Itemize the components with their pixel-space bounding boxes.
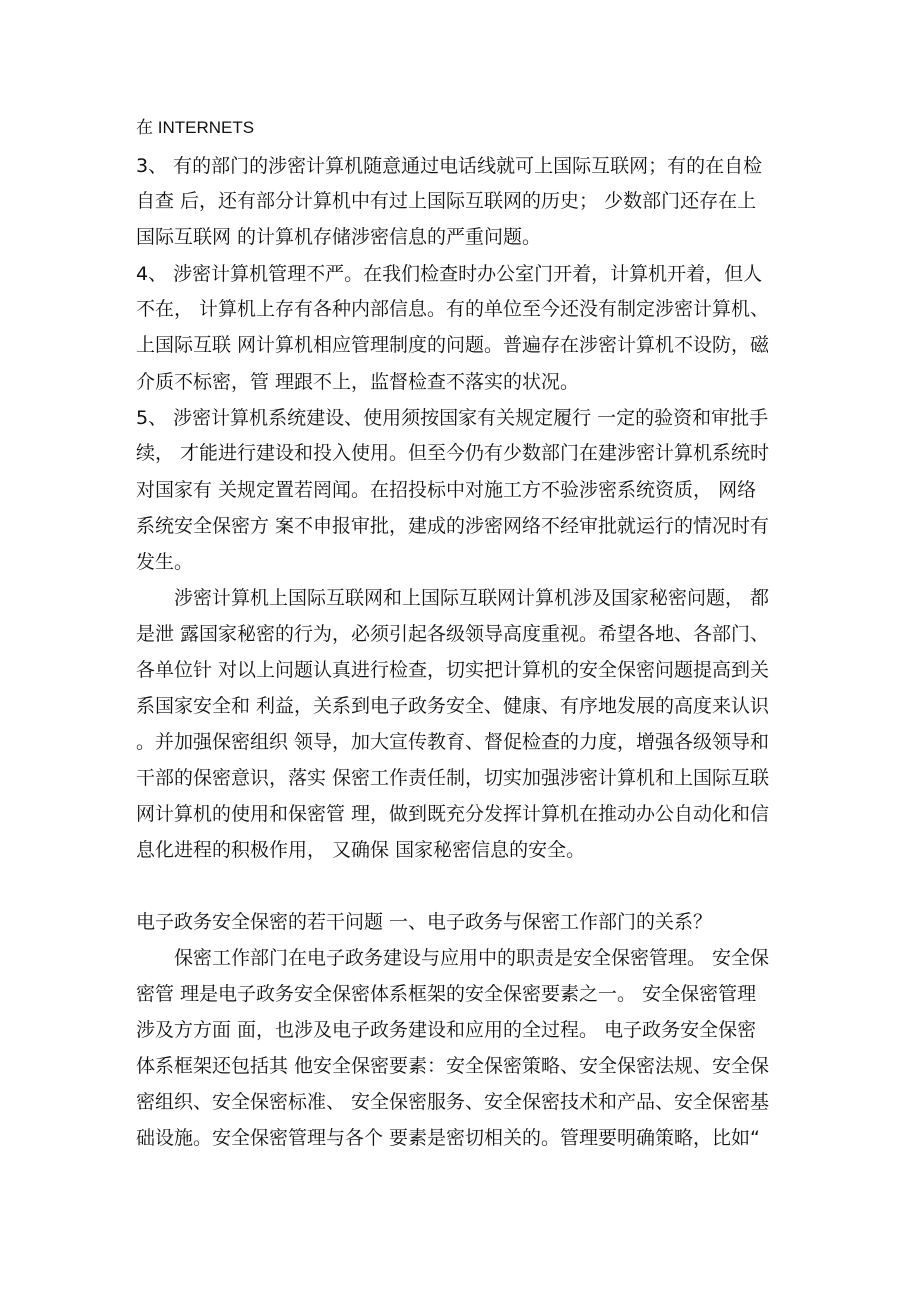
text-line: 自查 后，还有部分计算机中有过上国际互联网的历史； 少数部门还存在上 xyxy=(136,190,757,212)
text-line: 发生。 xyxy=(136,551,194,573)
text-line: 涉密计算机上国际互联网和上国际互联网计算机涉及国家秘密问题， 都 xyxy=(174,587,770,609)
text-line: 系国家安全和 利益，关系到电子政务安全、健康、有序地发展的高度来认识 xyxy=(136,695,770,717)
text-line: 。并加强保密组织 领导，加大宣传教育、督促检查的力度，增强各级领导和 xyxy=(136,731,770,753)
text-line: 干部的保密意识，落实 保密工作责任制，切实加强涉密计算机和上国际互联 xyxy=(136,767,770,789)
text-line: 系统安全保密方 案不申报审批，建成的涉密网络不经审批就运行的情况时有 xyxy=(136,515,770,537)
text-line: 介质不标密，管 理跟不上，监督检查不落实的状况。 xyxy=(136,371,580,393)
text-line: 不在， 计算机上存有各种内部信息。有的单位至今还没有制定涉密计算机、 xyxy=(136,298,770,320)
text-line: 国际互联网 的计算机存储涉密信息的严重问题。 xyxy=(136,226,542,248)
text-line: 各单位针 对以上问题认真进行检查，切实把计算机的安全保密问题提高到关 xyxy=(136,659,770,681)
text-line: 上国际互联 网计算机相应管理制度的问题。普遍存在涉密计算机不设防，磁 xyxy=(136,334,770,356)
text-line: 网计算机的使用和保密管 理，做到既充分发挥计算机在推动办公自动化和信 xyxy=(136,803,770,825)
text-line: 4、 涉密计算机管理不严。在我们检查时办公室门开着，计算机开着，但人 xyxy=(136,263,763,285)
text-line: 3、 有的部门的涉密计算机随意通过电话线就可上国际互联网；有的在自检 xyxy=(136,155,763,177)
text-line: 在 INTERNETS xyxy=(136,118,255,137)
section-heading: 电子政务安全保密的若干问题 一、电子政务与保密工作部门的关系？ xyxy=(136,911,713,933)
text-line: 息化进程的积极作用， 又确保 国家秘密信息的安全。 xyxy=(136,839,586,861)
text-line: 保密工作部门在电子政务建设与应用中的职责是安全保密管理。 安全保 xyxy=(174,947,770,969)
text-line: 续， 才能进行建设和投入使用。但至今仍有少数部门在建涉密计算机系统时 xyxy=(136,442,770,464)
text-line: 5、 涉密计算机系统建设、使用须按国家有关规定履行 一定的验资和审批手 xyxy=(136,407,769,429)
text-line: 密管 理是电子政务安全保密体系框架的安全保密要素之一。 安全保密管理 xyxy=(136,983,757,1005)
text-line: 对国家有 关规定置若罔闻。在招投标中对施工方不验涉密系统资质， 网络 xyxy=(136,479,757,501)
text-line: 密组织、安全保密标准、 安全保密服务、安全保密技术和产品、安全保密基 xyxy=(136,1091,770,1113)
text-line: 涉及方方面 面，也涉及电子政务建设和应用的全过程。 电子政务安全保密 xyxy=(136,1019,757,1041)
text-line: 础设施。安全保密管理与各个 要素是密切相关的。管理要明确策略，比如“ xyxy=(136,1127,760,1149)
text-line: 体系框架还包括其 他安全保密要素：安全保密策略、安全保密法规、安全保 xyxy=(136,1055,770,1077)
text-line: 是泄 露国家秘密的行为，必须引起各级领导高度重视。希望各地、各部门、 xyxy=(136,623,770,645)
